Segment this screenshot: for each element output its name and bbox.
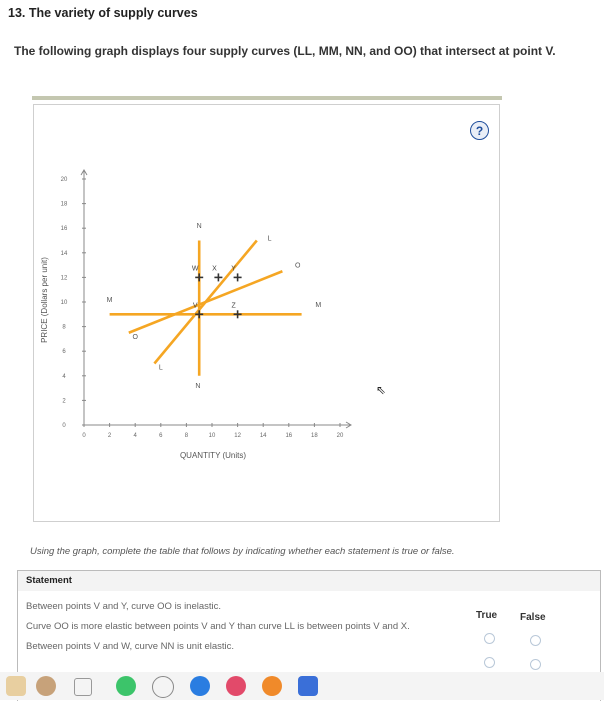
statement-text: Between points V and Y, curve OO is inelastic.: [26, 601, 222, 612]
mouse-cursor-icon: ⇖: [376, 383, 387, 397]
statement-text: Between points V and W, curve NN is unit elastic.: [26, 641, 235, 652]
table-row: [18, 617, 600, 637]
media-icon[interactable]: [226, 676, 246, 696]
avatar[interactable]: [36, 676, 56, 696]
clock-icon[interactable]: [152, 676, 174, 698]
instruction-text: Using the graph, complete the table that follows by indicating whether each statement is true or false.: [30, 546, 455, 557]
chart-labels: [107, 223, 322, 390]
x-tick-label: 14: [259, 433, 267, 439]
table-header: [18, 571, 600, 591]
question-title: 13. The variety of supply curves: [8, 6, 198, 20]
help-icon[interactable]: ?: [470, 121, 489, 140]
x-tick-label: 6: [159, 433, 163, 439]
true-column-header: True: [476, 610, 498, 621]
x-axis-label: QUANTITY (Units): [179, 451, 247, 460]
curve-label: M: [315, 301, 322, 309]
document-icon[interactable]: [298, 676, 318, 696]
x-tick-label: 8: [184, 433, 189, 439]
y-axis-label: PRICE (Dollars per unit): [40, 257, 49, 343]
y-tick-label: 12: [60, 275, 68, 282]
chat-icon[interactable]: [190, 676, 210, 696]
y-tick-label: 20: [60, 177, 68, 183]
point-label: V: [192, 302, 198, 310]
y-tick-label: 14: [60, 250, 68, 257]
y-tick-label: 0: [62, 423, 66, 429]
y-tick-label: 16: [60, 226, 68, 233]
point-label: W: [191, 265, 199, 273]
false-column-header: False: [520, 612, 546, 623]
y-tick-label: 6: [62, 349, 66, 356]
point-label: Z: [231, 302, 236, 310]
app-icon[interactable]: [116, 676, 136, 696]
grid-icon[interactable]: [74, 678, 92, 696]
table-row: [18, 637, 600, 657]
x-tick-label: 18: [311, 433, 318, 439]
statement-text: Curve OO is more elastic between points V and Y than curve LL is between points V and X.: [26, 621, 410, 632]
pencil-icon[interactable]: [6, 676, 26, 696]
x-tick-label: 20: [336, 433, 344, 439]
chart-ticks: [61, 177, 344, 439]
x-tick-label: 4: [133, 433, 137, 439]
point-label: Y: [231, 265, 236, 273]
x-tick-label: 10: [208, 433, 216, 439]
chart-lines: [110, 241, 302, 376]
false-radio-row-3[interactable]: [530, 659, 541, 670]
y-tick-label: 8: [62, 324, 66, 331]
true-radio-row-2[interactable]: [484, 633, 495, 644]
x-tick-label: 0: [82, 433, 86, 439]
x-tick-label: 2: [107, 433, 112, 439]
statement-header: Statement: [26, 575, 72, 586]
y-tick-label: 18: [60, 201, 68, 208]
curve-label: O: [295, 262, 301, 270]
curve-label: N: [196, 223, 202, 231]
y-tick-label: 4: [62, 373, 66, 380]
y-tick-label: 2: [62, 398, 66, 405]
y-tick-label: 10: [60, 300, 68, 306]
x-tick-label: 16: [285, 433, 293, 439]
curve-label: O: [132, 333, 138, 341]
true-radio-row-3[interactable]: [484, 657, 495, 668]
table-row: [18, 597, 600, 617]
curve-label: L: [158, 364, 163, 372]
supply-curve-o: [129, 271, 283, 333]
x-tick-label: 12: [234, 433, 241, 439]
curve-label: N: [195, 383, 201, 391]
curve-label: L: [267, 235, 272, 243]
curve-label: M: [106, 297, 113, 304]
question-description: The following graph displays four supply curves (LL, MM, NN, and OO) that intersect at point V.: [14, 44, 556, 58]
music-icon[interactable]: [262, 676, 282, 696]
false-radio-row-2[interactable]: [530, 635, 541, 646]
point-label: X: [212, 265, 217, 273]
